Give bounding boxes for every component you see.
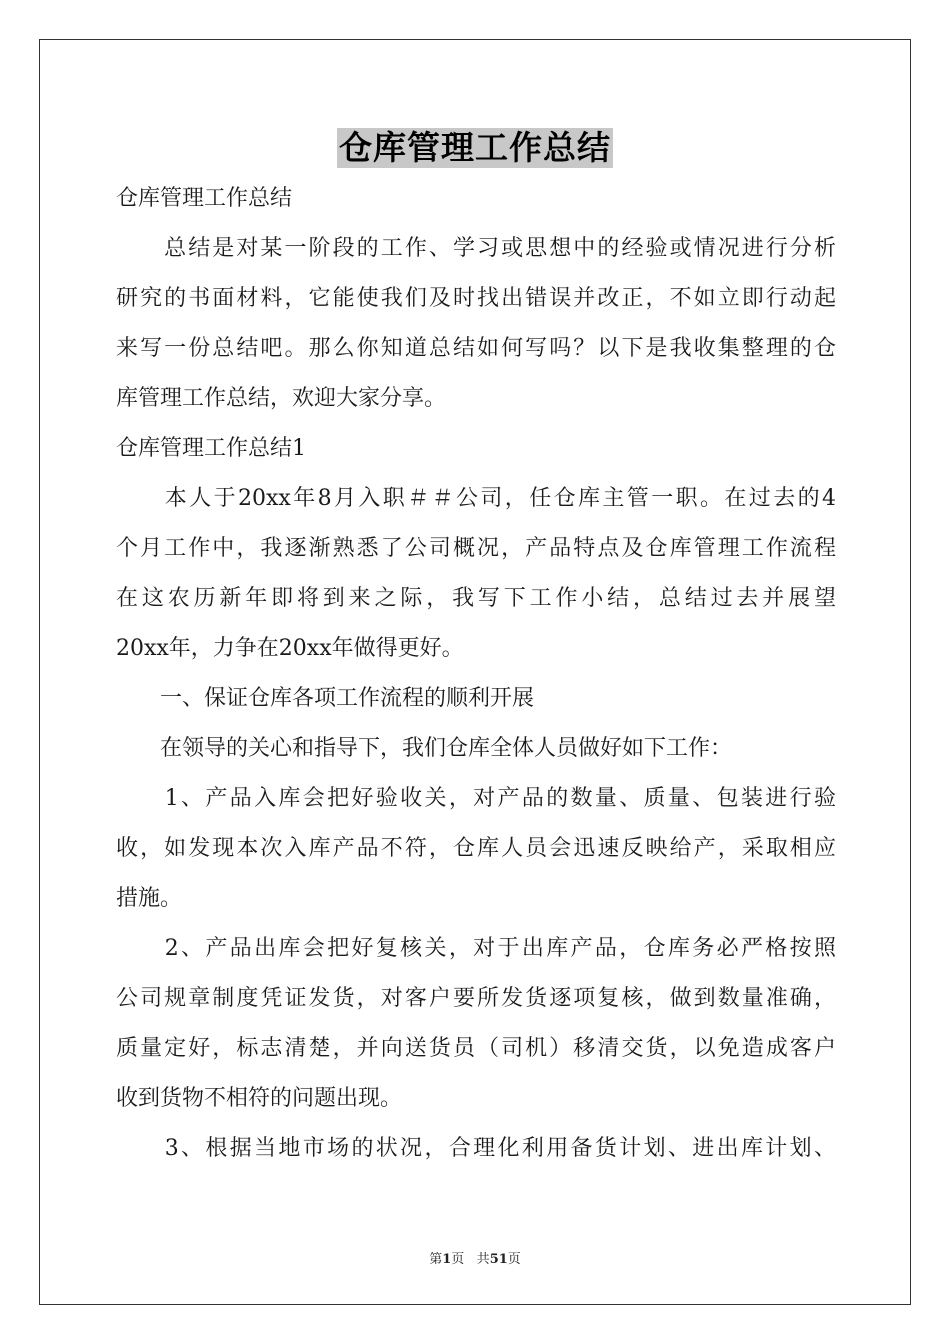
text-line: 1、产品入库会把好验收关，对产品的数量、质量、包装进行验	[116, 786, 836, 811]
text-line: 收，如发现本次入库产品不符，仓库人员会迅速反映给产，采取相应	[116, 836, 836, 861]
title-container	[0, 128, 950, 168]
text-line: 措施。	[116, 886, 183, 911]
text-line: 公司规章制度凭证发货，对客户要所发货逐项复核，做到数量准确，	[116, 986, 836, 1011]
text-line: 仓库管理工作总结1	[116, 436, 306, 461]
text-line: 个月工作中，我逐渐熟悉了公司概况，产品特点及仓库管理工作流程	[116, 536, 836, 561]
total-suffix: 页	[507, 1252, 521, 1267]
text-line: 3、根据当地市场的状况，合理化利用备货计划、进出库计划、	[116, 1136, 836, 1161]
page-number: 1	[442, 1252, 452, 1267]
text-line: 收到货物不相符的问题出现。	[116, 1086, 403, 1111]
text-line: 本人于20xx年8月入职＃＃公司，任仓库主管一职。在过去的4	[116, 486, 836, 511]
text-line: 2、产品出库会把好复核关，对于出库产品，仓库务必严格按照	[116, 936, 836, 961]
page-border	[39, 39, 911, 1305]
text-line: 一、保证仓库各项工作流程的顺利开展	[116, 686, 535, 711]
text-line: 研究的书面材料，它能使我们及时找出错误并改正，不如立即行动起	[116, 286, 836, 311]
text-line: 在这农历新年即将到来之际，我写下工作小结，总结过去并展望	[116, 586, 836, 611]
text-line: 质量定好，标志清楚，并向送货员（司机）移清交货，以免造成客户	[116, 1036, 836, 1061]
page-footer	[0, 1248, 950, 1267]
page-suffix: 页	[451, 1252, 465, 1267]
text-line: 20xx年，力争在20xx年做得更好。	[116, 636, 464, 661]
text-line: 总结是对某一阶段的工作、学习或思想中的经验或情况进行分析	[116, 236, 836, 261]
text-line: 仓库管理工作总结	[116, 186, 293, 211]
page-prefix: 第	[429, 1252, 443, 1267]
document-title: 仓库管理工作总结	[339, 128, 611, 167]
total-pages: 51	[489, 1252, 508, 1267]
total-prefix: 共	[476, 1252, 490, 1267]
text-line: 库管理工作总结，欢迎大家分享。	[116, 386, 447, 411]
text-line: 在领导的关心和指导下，我们仓库全体人员做好如下工作：	[116, 736, 733, 761]
text-line: 来写一份总结吧。那么你知道总结如何写吗？以下是我收集整理的仓	[116, 336, 836, 361]
